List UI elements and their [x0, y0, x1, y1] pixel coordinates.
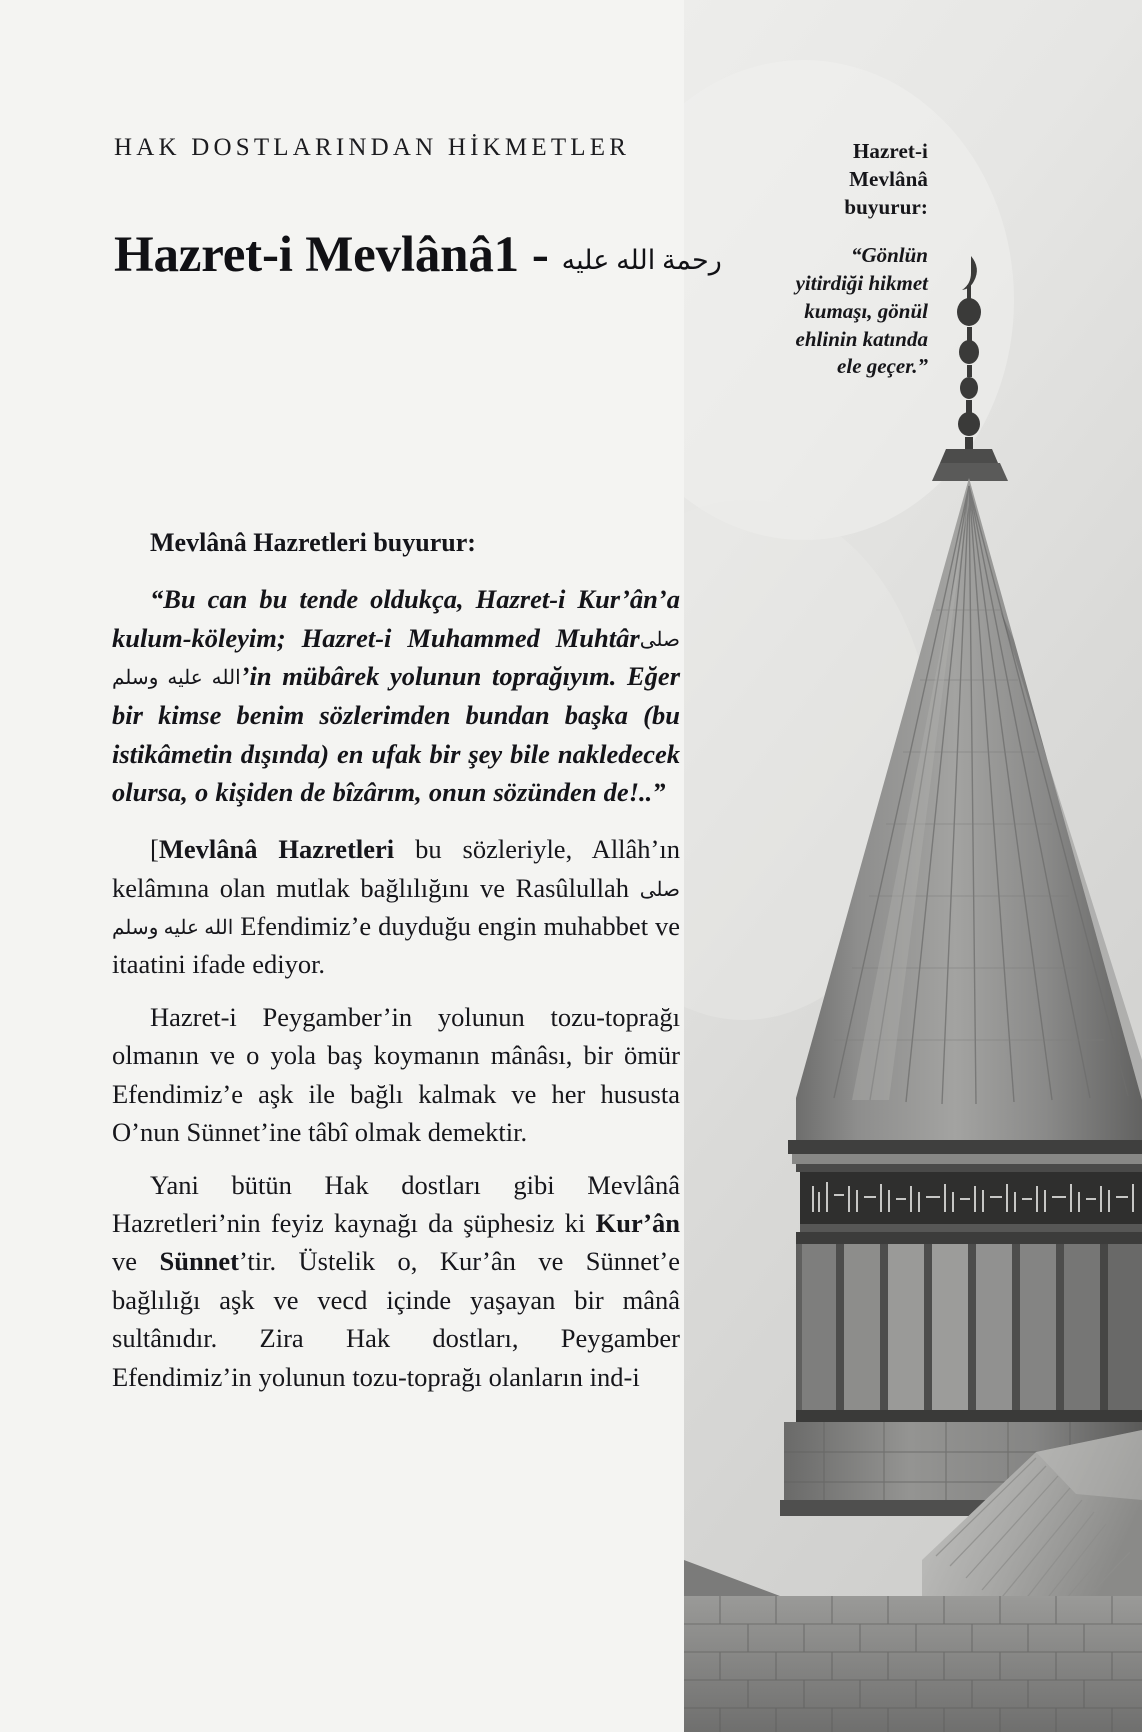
sidebar-pullquote — [780, 138, 928, 381]
sidebar-heading: Hazret-i Mevlânâ buyurur: — [844, 139, 928, 219]
p3-text-1: Yani bütün Hak dostları gibi Mevlânâ Hazretleri’nin feyiz kaynağı da şüphesiz ki — [112, 1169, 680, 1238]
body-text-column — [112, 528, 680, 1410]
sallallahu-honorific-icon: صلى الله عليه وسلم — [112, 878, 680, 939]
p3-text-3: ’tir. Üstelik o, Kur’ân ve Sünnet’e bağlılığı aşk ve vecd içinde yaşayan bir mânâ sultânıdır. Zira Hak dostları, Peygamber Efendimiz’in yolunun tozu-toprağı olanların ind-i — [112, 1246, 680, 1392]
p3-bold-sunnet: Sünnet — [159, 1246, 240, 1277]
chapter-eyebrow: HAK DOSTLARINDAN HİKMETLER — [114, 134, 631, 161]
page-title-suffix: - 1 — [493, 227, 549, 284]
sallallahu-honorific-icon: صلى الله عليه وسلم — [112, 628, 680, 690]
quote-text-part2: ’in mübârek yolunun toprağıyım. Eğer bir kimse benim sözlerimden bundan başka (bu istikâmetin dışında) en ufak bir şey bile nakledecek olursa, o kişiden de bîzârım, onun sözünden de!..” — [112, 661, 681, 808]
commentary-text-2: Efendimiz’e duyduğu engin muhabbet ve itaatini ifade ediyor. — [112, 910, 680, 980]
rahmatullah-honorific-icon: رحمة الله عليه — [561, 245, 722, 276]
page-title — [114, 226, 722, 284]
open-bracket: [ — [150, 834, 159, 865]
commentary-paragraph — [112, 830, 680, 984]
sidebar-quote-text: “Gönlün yitirdiği hikmet kumaşı, gönül ehlinin katında ele geçer.” — [795, 242, 928, 379]
page-title-main: Hazret-i Mevlânâ — [114, 227, 494, 284]
commentary-text-1: bu sözleriyle, Allâh’ın kelâmına olan mutlak bağlılığını ve Rasûlullah — [112, 834, 680, 903]
paragraph-two: Hazret-i Peygamber’in yolunun tozu-toprağı olmanın ve o yola baş koymanın mânâsı, bir ömür Efendimiz’e aşk ile bağlı kalmak ve her hususta O’nun Sünnet’ine tâbî olmak demektir. — [112, 1001, 680, 1148]
paragraph-three — [112, 1166, 680, 1397]
commentary-bold-lead: Mevlânâ Hazretleri — [158, 834, 395, 865]
p3-text-2: ve — [112, 1246, 160, 1277]
primary-quote — [112, 580, 680, 812]
p3-bold-kuran: Kur’ân — [595, 1207, 680, 1238]
quote-text-part1: “Bu can bu tende oldukça, Hazret-i Kur’ân’a kulum-köleyim; Hazret-i Muhammed Muhtâr — [112, 584, 680, 653]
lead-line: Mevlânâ Hazretleri buyurur: — [150, 528, 476, 557]
